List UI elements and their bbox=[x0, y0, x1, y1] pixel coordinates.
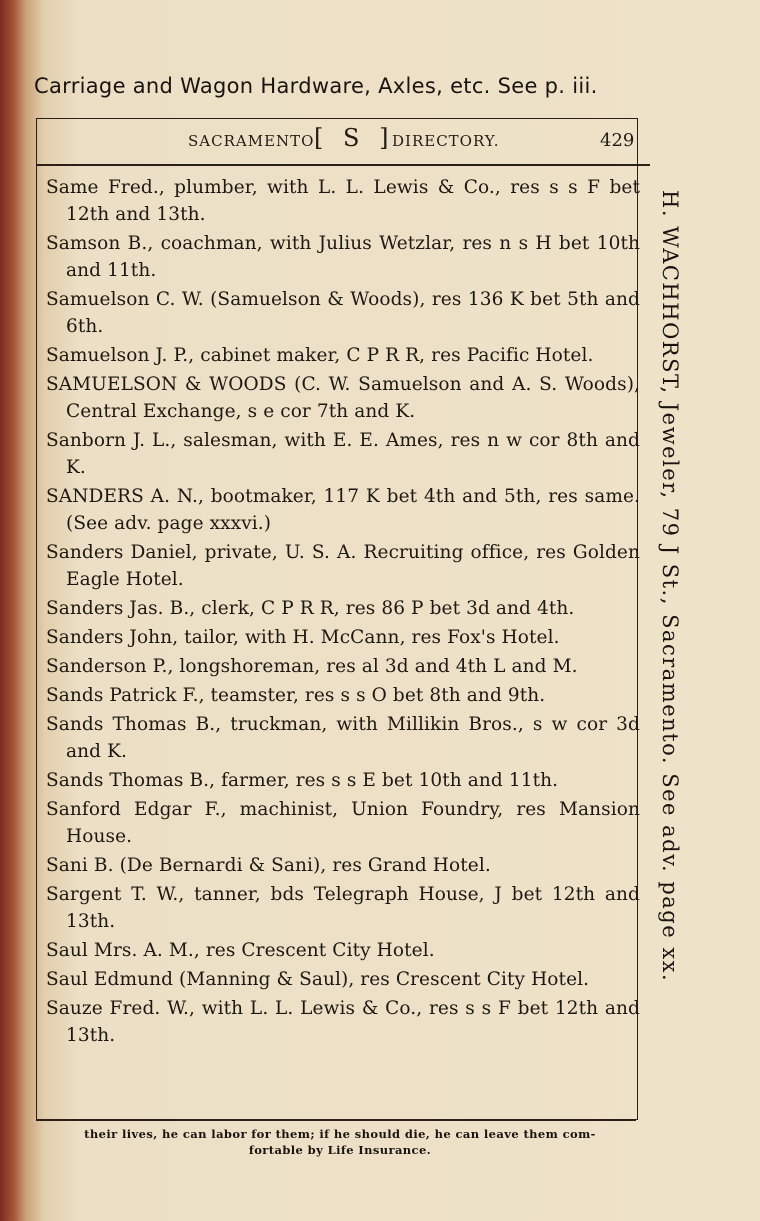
footer-line-1: their lives, he can labor for them; if he should die, he can leave them com- bbox=[84, 1127, 596, 1141]
list-item: Saul Edmund (Manning & Saul), res Crescent City Hotel. bbox=[46, 969, 590, 990]
list-item: Same Fred., plumber, with L. L. Lewis & Co., res s s F bet 12th and 13th. bbox=[46, 177, 640, 225]
running-head-directory: DIRECTORY. bbox=[392, 132, 500, 150]
list-item: Sauze Fred. W., with L. L. Lewis & Co., res s s F bet 12th and 13th. bbox=[46, 998, 640, 1046]
list-item: Samuelson J. P., cabinet maker, C P R R, res Pacific Hotel. bbox=[46, 345, 594, 366]
list-item: Sands Patrick F., teamster, res s s O bet 8th and 9th. bbox=[46, 685, 546, 706]
footer-line-2: fortable by Life Insurance. bbox=[248, 1143, 432, 1157]
list-item: SAMUELSON & WOODS (C. W. Samuelson and A. S. Woods), Central Exchange, s e cor 7th and K. bbox=[46, 374, 640, 422]
directory-entries bbox=[46, 174, 640, 1051]
side-advertisement: H. WACHHORST, Jeweler, 79 J St., Sacramento. See adv. page xx. bbox=[658, 190, 682, 983]
list-item: Sanders John, tailor, with H. McCann, res Fox's Hotel. bbox=[46, 627, 560, 648]
footer-rule bbox=[36, 1120, 636, 1121]
list-item: Saul Mrs. A. M., res Crescent City Hotel. bbox=[46, 940, 435, 961]
running-head-letter: [ S ] bbox=[314, 124, 395, 152]
list-item: Sanborn J. L., salesman, with E. E. Ames, res n w cor 8th and K. bbox=[46, 430, 640, 478]
footer-insurance-note bbox=[30, 1126, 650, 1158]
top-advertisement-banner: Carriage and Wagon Hardware, Axles, etc. See p. iii. bbox=[34, 74, 598, 98]
list-item: Sanford Edgar F., machinist, Union Foundry, res Mansion House. bbox=[46, 799, 640, 847]
list-item: Sands Thomas B., farmer, res s s E bet 10th and 11th. bbox=[46, 770, 559, 791]
list-item: Sanders Daniel, private, U. S. A. Recruiting office, res Golden Eagle Hotel. bbox=[46, 542, 640, 590]
list-item: Sands Thomas B., truckman, with Millikin Bros., s w cor 3d and K. bbox=[46, 714, 640, 762]
list-item: SANDERS A. N., bootmaker, 117 K bet 4th and 5th, res same. (See adv. page xxxvi.) bbox=[46, 486, 640, 534]
list-item: Sanders Jas. B., clerk, C P R R, res 86 P bet 3d and 4th. bbox=[46, 598, 575, 619]
page-number: 429 bbox=[600, 130, 635, 151]
list-item: Sanderson P., longshoreman, res al 3d and 4th L and M. bbox=[46, 656, 578, 677]
header-rule bbox=[36, 164, 650, 166]
list-item: Sargent T. W., tanner, bds Telegraph House, J bet 12th and 13th. bbox=[46, 884, 640, 932]
running-head-city: SACRAMENTO bbox=[188, 132, 315, 150]
list-item: Samson B., coachman, with Julius Wetzlar, res n s H bet 10th and 11th. bbox=[46, 233, 640, 281]
list-item: Samuelson C. W. (Samuelson & Woods), res 136 K bet 5th and 6th. bbox=[46, 289, 640, 337]
running-head bbox=[40, 124, 640, 158]
list-item: Sani B. (De Bernardi & Sani), res Grand Hotel. bbox=[46, 855, 491, 876]
